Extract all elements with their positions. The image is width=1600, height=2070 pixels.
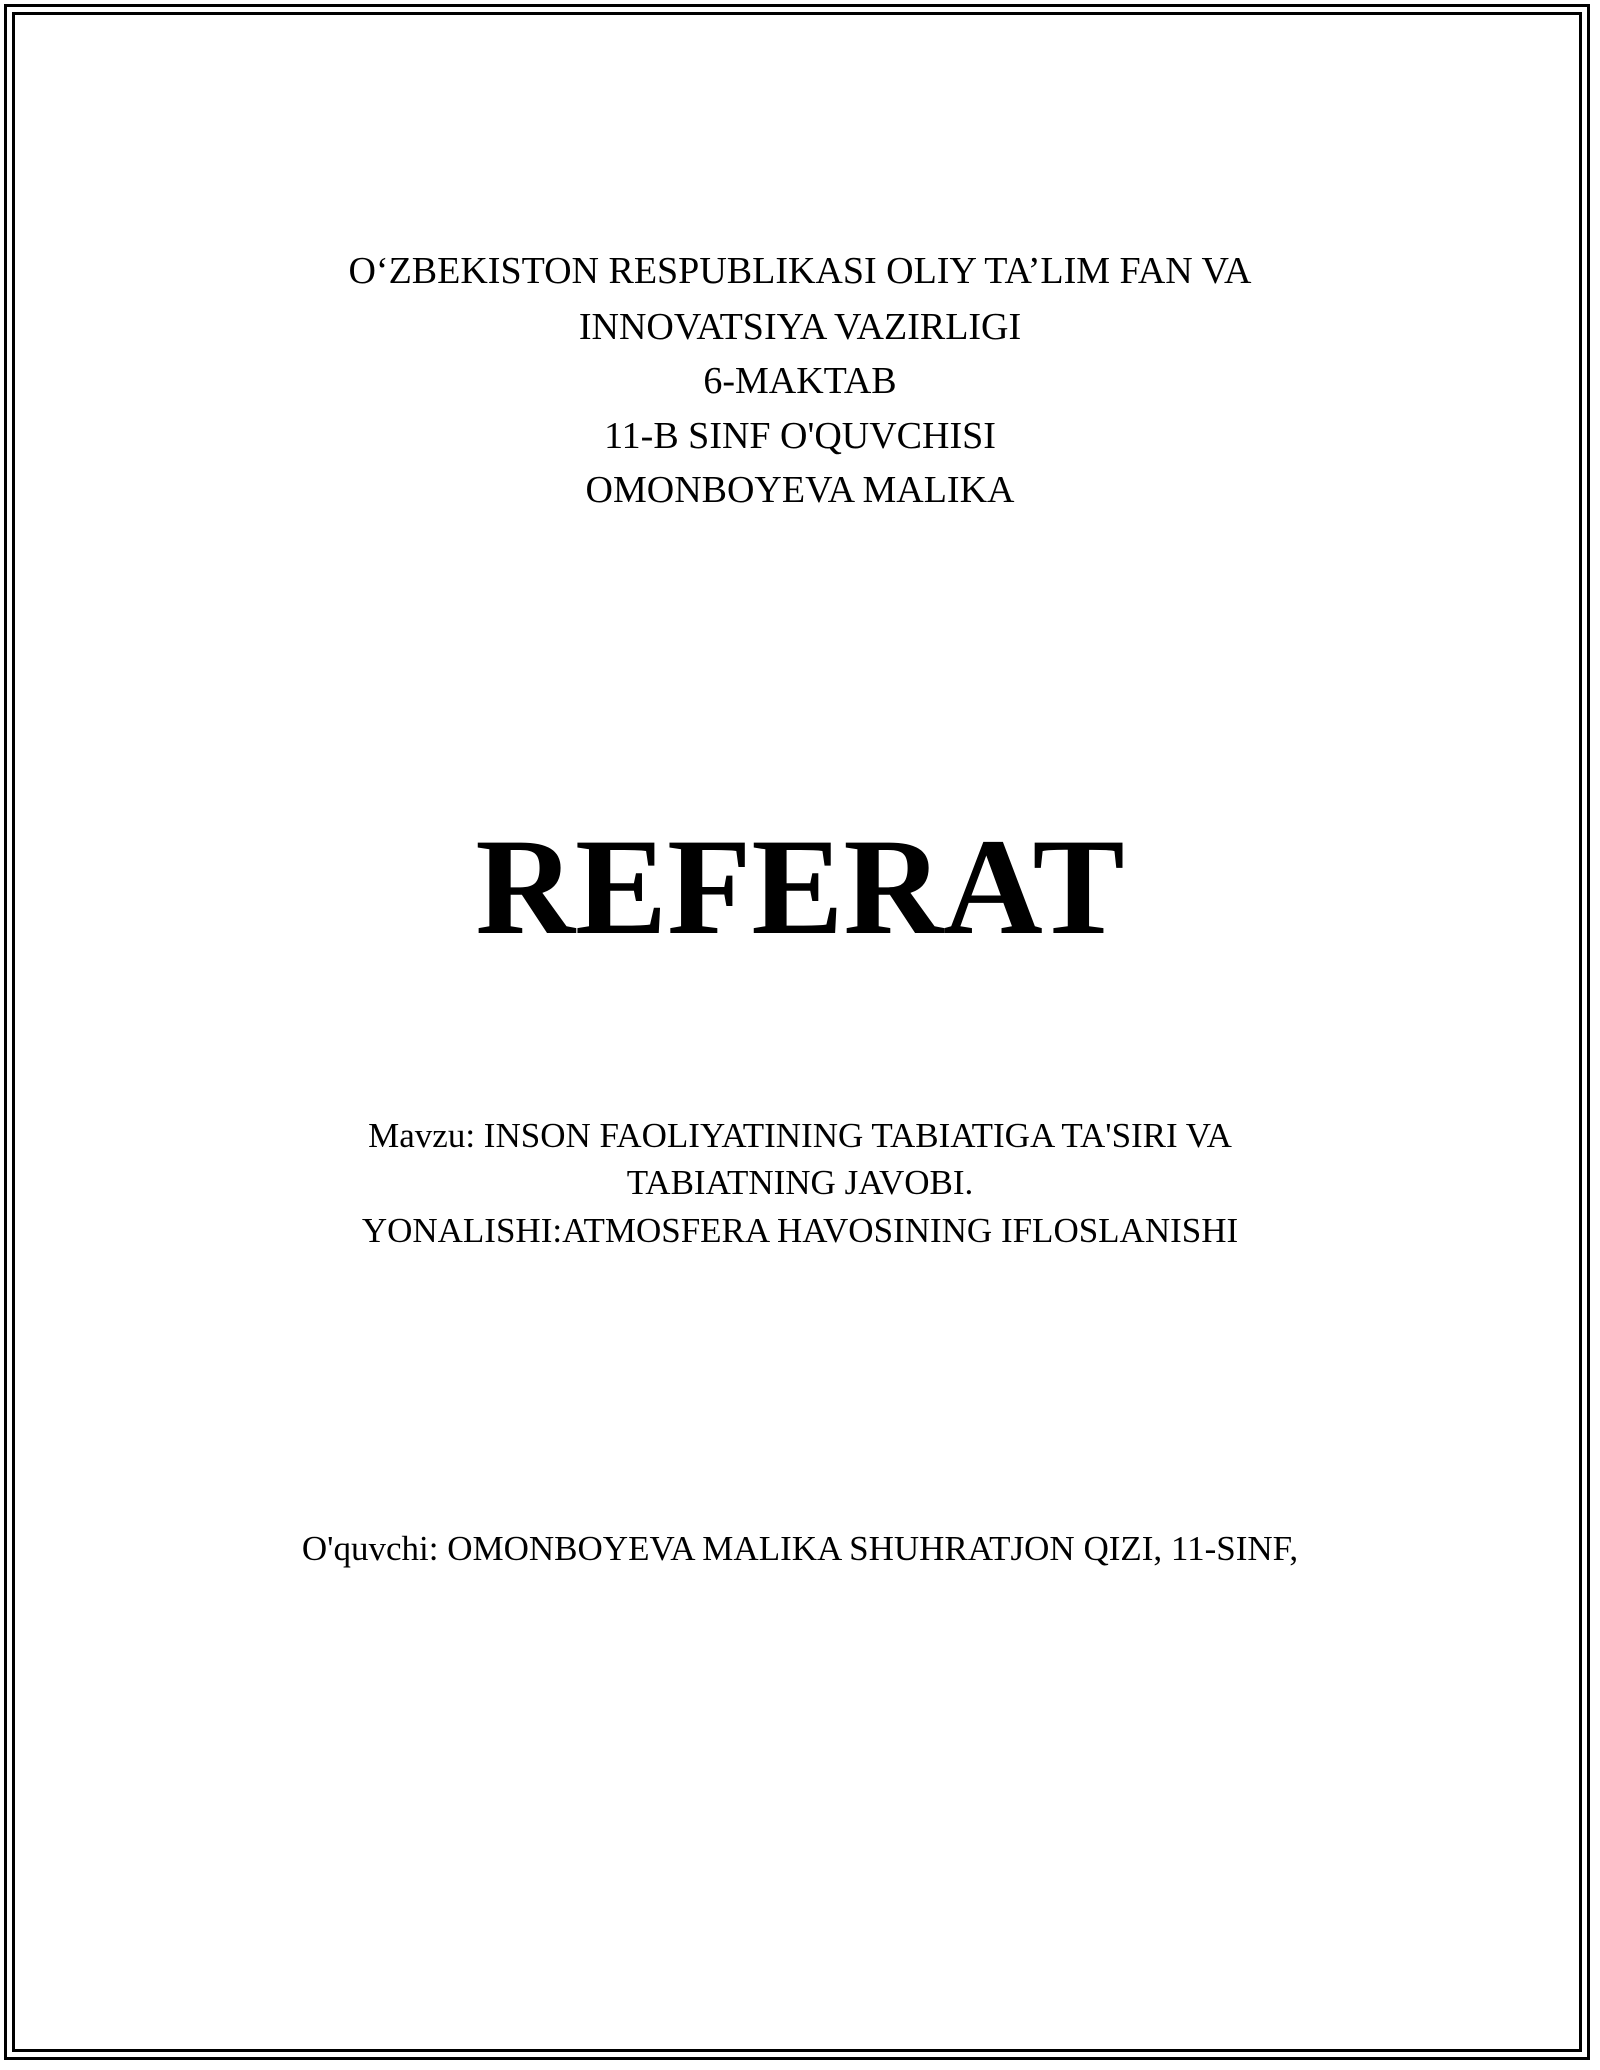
class-line: 11-B SINF O'QUVCHISI — [604, 415, 996, 457]
topic-line-2: TABIATNING JAVOBI. — [626, 1163, 974, 1202]
ministry-line-2: INNOVATSIYA VAZIRLIGI — [578, 306, 1022, 348]
topic-line-1: Mavzu: INSON FAOLIYATINING TABIATIGA TA'SIRI VA — [368, 1116, 1232, 1155]
student-name-line: OMONBOYEVA MALIKA — [585, 469, 1015, 511]
topic-line-3: YONALISHI:ATMOSFERA HAVOSINING IFLOSLANISHI — [361, 1211, 1239, 1250]
school-line: 6-MAKTAB — [703, 360, 897, 402]
ministry-line-1: O‘ZBEKISTON RESPUBLIKASI OLIY TA’LIM FAN VA — [348, 250, 1252, 292]
document-title: REFERAT — [475, 810, 1125, 963]
student-line: O'quvchi: OMONBOYEVA MALIKA SHUHRATJON QIZI, 11-SINF, — [301, 1529, 1299, 1568]
